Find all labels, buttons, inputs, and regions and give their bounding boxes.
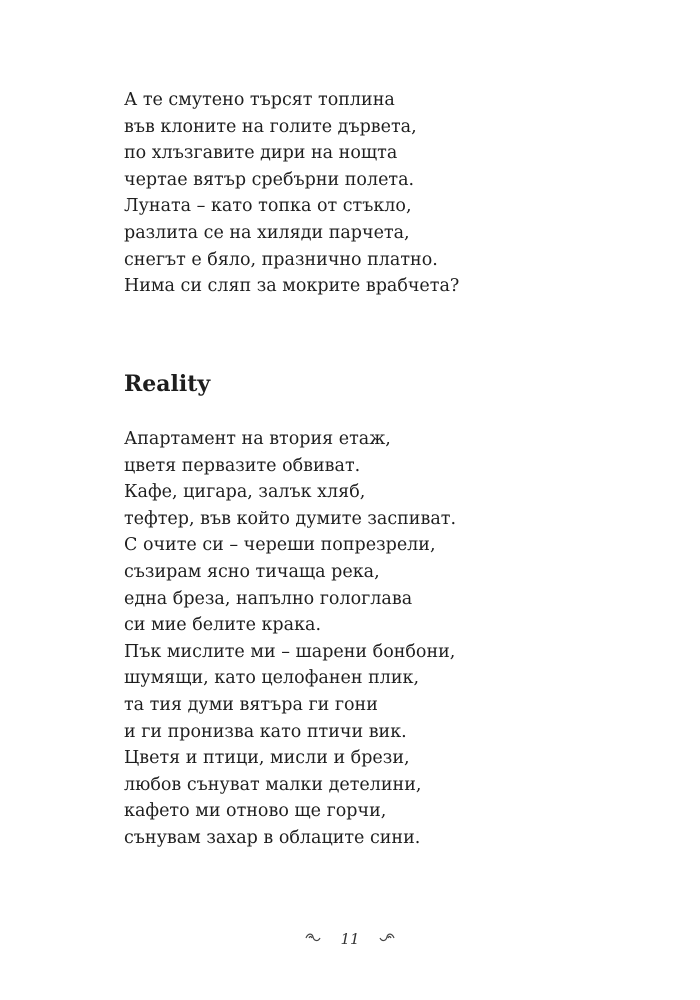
poem-line: Пък мислите ми – шарени бонбони, bbox=[124, 641, 456, 662]
poem-line: любов сънуват малки детелини, bbox=[124, 774, 422, 795]
poem-line: във клоните на голите дървета, bbox=[124, 116, 417, 137]
poem-line: чертае вятър сребърни полета. bbox=[124, 169, 415, 190]
poem-line: Апартамент на втория етаж, bbox=[124, 429, 391, 449]
ornament-left-icon bbox=[304, 927, 322, 951]
poem-line: А те смутено търсят топлина bbox=[124, 90, 395, 110]
poem-line: Кафе, цигара, залък хляб, bbox=[124, 482, 366, 503]
poem-line: по хлъзгавите дири на нощта bbox=[124, 143, 398, 164]
ornament-right-icon bbox=[378, 927, 396, 951]
poem-line: Нима си сляп за мокрите врабчета? bbox=[124, 276, 460, 297]
poem-line: С очите си – череши попрезрели, bbox=[124, 535, 436, 556]
poem-stanza-previous bbox=[124, 87, 459, 300]
poem-line: цветя первазите обвиват. bbox=[124, 455, 361, 476]
poem-line: Цветя и птици, мисли и брези, bbox=[124, 748, 410, 769]
poem-line: та тия думи вятъра ги гони bbox=[124, 694, 378, 715]
poem-line: снегът е бяло, празнично платно. bbox=[124, 249, 438, 270]
poem-line: кафето ми отново ще горчи, bbox=[124, 801, 387, 822]
poem-line: сънувам захар в облаците сини. bbox=[124, 827, 421, 848]
poem-title: Reality bbox=[124, 371, 211, 397]
poem-line: съзирам ясно тичаща река, bbox=[124, 561, 380, 582]
poem-line: разлита се на хиляди парчета, bbox=[124, 222, 410, 243]
poem-line: една бреза, напълно гологлава bbox=[124, 588, 413, 609]
poem-line: шумящи, като целофанен плик, bbox=[124, 668, 420, 689]
poem-line: си мие белите крака. bbox=[124, 615, 322, 636]
poem-stanza-reality bbox=[124, 426, 456, 852]
poem-line: Луната – като топка от стъкло, bbox=[124, 196, 412, 217]
page-footer bbox=[0, 926, 700, 951]
poem-line: и ги пронизва като птичи вик. bbox=[124, 721, 407, 742]
page-number: 11 bbox=[340, 930, 360, 948]
poem-line: тефтер, във който думите заспиват. bbox=[124, 508, 457, 529]
